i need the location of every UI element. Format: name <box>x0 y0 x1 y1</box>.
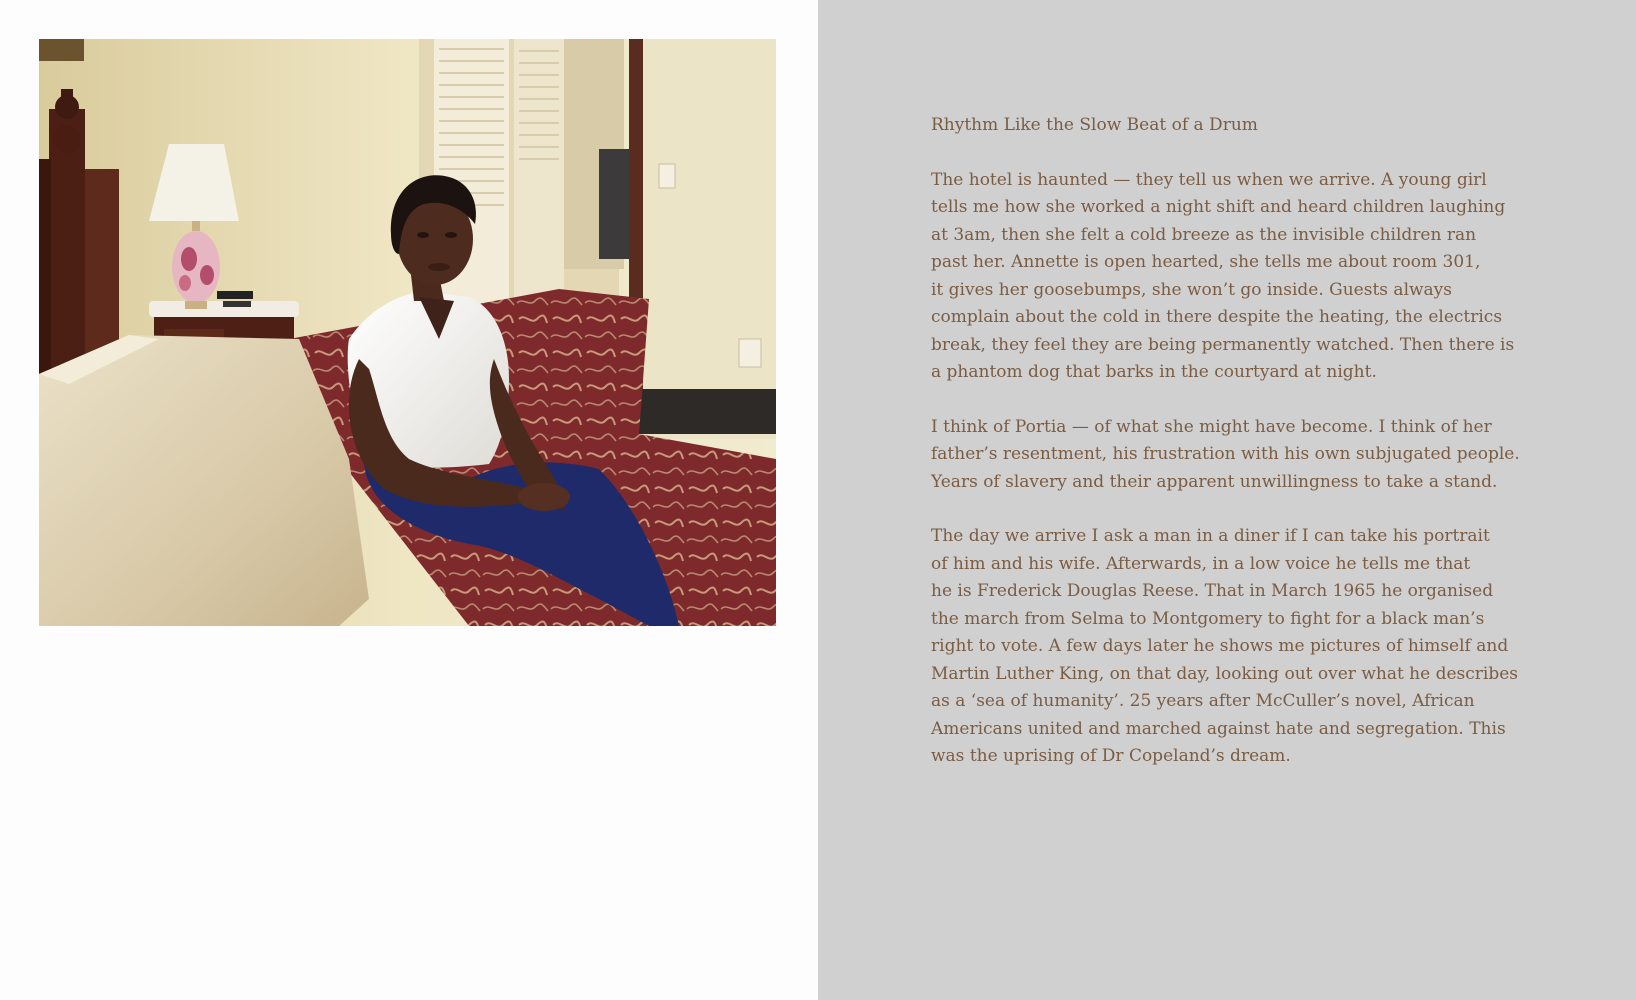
essay-title: Rhythm Like the Slow Beat of a Drum <box>931 115 1258 135</box>
essay-paragraph-3: The day we arrive I ask a man in a diner if I can take his portrait of him and his wife. Afterwards, in a low voice he tells me that he is Frederick Douglas Reese. That in March 1965 he organised the march from Selma to Montgomery to fight for a black man’s right to vote. A few days later he shows me pictures of himself and Martin Luther King, on that day, looking out over what he describes as a ‘sea of humanity’. 25 years after McCuller’s novel, African Americans united and marched against hate and segregation. This was the uprising of Dr Copeland’s dream. <box>931 526 1519 766</box>
essay-text <box>931 112 1543 798</box>
essay-paragraph-1: The hotel is haunted — they tell us when we arrive. A young girl tells me how she worked a night shift and heard children laughing at 3am, then she felt a cold breeze as the invisible children ran past her. Annette is open hearted, she tells me about room 301, it gives her goosebumps, she won’t go inside. Guests always complain about the cold in there despite the heating, the electrics break, they feel they are being permanently watched. Then there is a phantom dog that barks in the courtyard at night. <box>931 169 1515 382</box>
portrait-photo <box>39 39 776 626</box>
essay-paragraph-2: I think of Portia — of what she might have become. I think of her father’s resentment, his frustration with his own subjugated people. Years of slavery and their apparent unwillingness to take a stand. <box>931 416 1520 492</box>
right-page <box>818 0 1636 1000</box>
